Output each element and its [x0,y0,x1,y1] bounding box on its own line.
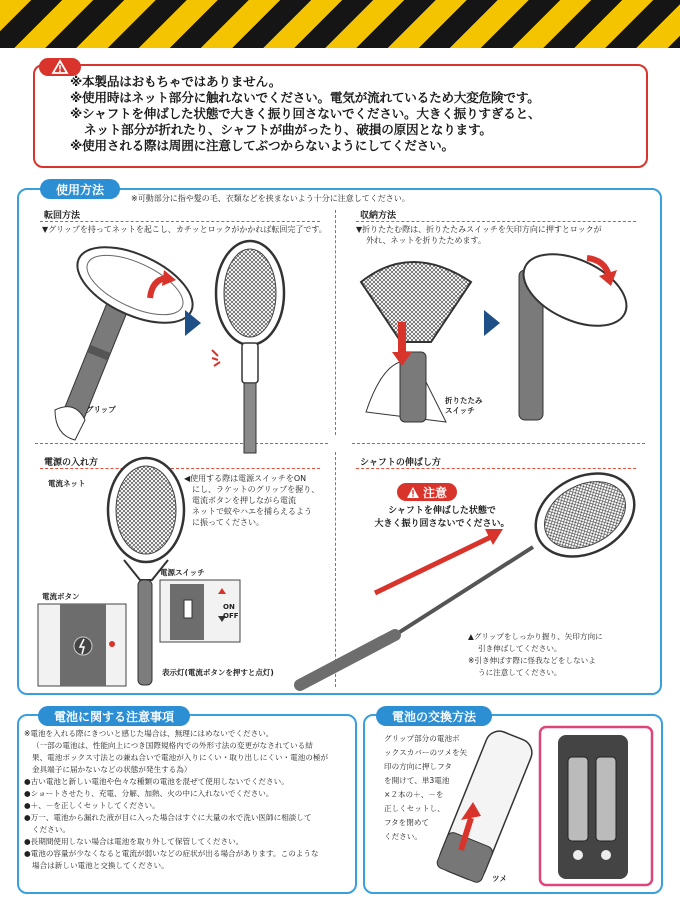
battery-replace-line: ください。 [384,832,422,841]
extend-description-line: うに注意してください。 [478,668,562,677]
warning-line: ※シャフトを伸ばした状態で大きく振り回さないでください。大きく振りすぎると、 [70,106,541,121]
battery-note-line: 場合は新しい電池と交換してください。 [32,861,169,870]
tab-label: ツメ [492,874,507,883]
next-step-arrow-icon [484,310,500,336]
battery-note-line: ●＋、－を正しくセットしてください。 [24,801,160,810]
battery-note-line: ※電池を入れる際にきついと感じた場合は、無理にはめないでください。 [24,729,274,738]
battery-note-line: ください。 [32,825,70,834]
extend-heading: シャフトの伸ばし方 [356,455,636,469]
battery-replace-line: を開けて、単3電池 [384,776,450,785]
battery-replace-line: ×２本の＋、－を [384,790,444,799]
battery-note-line: ●ショートさせたり、充電、分解、加熱、火の中に入れないでください。 [24,789,274,798]
battery-note-line: ●電池の容量が少なくなると電流が弱いなどの症状が出る場合があります。このような [24,849,319,858]
store-heading: 収納方法 [356,208,636,222]
current-net-label: 電流ネット [48,479,86,488]
usage-note: ※可動部分に指や髪の毛、衣類などを挟まないよう十分に注意してください。 [131,194,410,203]
warning-line: ネット部分が折れたり、シャフトが曲がったり、破損の原因となります。 [84,122,492,137]
store-description-line: ▼折りたたむ際は、折りたたみスイッチを矢印方向に押すとロックが [356,225,602,234]
battery-notes-title: 電池に関する注意事項 [38,706,190,726]
battery-replace-line: フタを閉めて [384,818,430,827]
fold-switch-label [445,396,483,416]
battery-note-line: ●長期間使用しない場合は電池を取り外して保管してください。 [24,837,244,846]
click-lock-icon [210,348,230,368]
current-button-label: 電流ボタン [42,592,80,601]
power-description-line: ネットで蚊やハエを捕らえるよう [192,507,312,516]
battery-note-line: 果、電池ボックス寸法との兼ね合いで電池が入りにくい・取り出しにくい・電池の極が [32,753,329,762]
power-description-line: にし、ラケットのグリップを握り、 [192,485,320,494]
battery-compartment-closeup [540,727,652,885]
store-folded-racket-illustration [505,240,635,430]
grip-label: グリップ [86,405,116,414]
battery-replace-line: 印の方向に押しフタ [384,762,452,771]
power-description-line: 電流ボタンを押しながら電流 [192,496,296,505]
next-step-arrow-icon [185,310,201,336]
on-off-labels [223,603,239,621]
rotate-heading: 転回方法 [40,208,320,222]
usage-title: 使用方法 [40,179,120,199]
caution-line: シャフトを伸ばした状態で [388,506,496,516]
battery-replace-line: 正しくセットし、 [384,804,445,813]
battery-replace-title: 電池の交換方法 [376,706,492,726]
caution-line: 大きく振り回さないでください。 [374,519,510,529]
battery-note-line: ●万一、電池から漏れた液が目に入った場合はすぐに大量の水で洗い医師に相談して [24,813,312,822]
power-description-line: に振ってください。 [192,518,264,527]
power-switch-label: 電源スイッチ [160,568,205,577]
battery-note-line: 金具端子に届かないなどの状態が発生する為） [32,765,192,774]
battery-notes-list [24,728,354,872]
hazard-stripe-banner [0,0,680,48]
warning-line: ※使用時はネット部分に触れないでください。電気が流れているため大変危険です。 [70,90,540,105]
warning-line: ※使用される際は周囲に注意してぶつからないようにしてください。 [70,138,454,153]
fold-switch-label-line: 折りたたみ [445,396,483,405]
warning-text [70,74,640,154]
indicator-lamp-label: 表示灯(電流ボタンを押すと点灯) [162,668,274,677]
battery-grip-illustration [425,722,545,882]
battery-note-line: （一部の電池は、性能向上につき国際規格内での外形寸法の変更がなされている結 [32,741,313,750]
warning-triangle-icon [52,60,68,74]
power-heading: 電源の入れ方 [40,455,320,469]
off-label: OFF [223,612,239,620]
caution-badge-text: 注意 [423,485,448,500]
store-description-line: 外れ、ネットを折りたためます。 [366,236,486,245]
current-button-closeup [38,604,126,686]
divider-horizontal-right [352,443,645,444]
on-label: ON [223,603,235,611]
warning-line: ※本製品はおもちゃではありません。 [70,74,282,89]
rotate-arrow-icon [142,268,182,308]
divider-vertical-top [335,210,336,435]
extend-description [468,631,603,679]
battery-replace-line: ックスカバーのツメを矢 [384,748,468,757]
battery-note-line: ●古い電池と新しい電池や色々な種類の電池を混ぜて使用しないでください。 [24,777,289,786]
extend-description-line: ※引き伸ばす際に怪我などをしないよ [468,656,596,665]
battery-replace-line: グリップ部分の電池ボ [384,734,460,743]
extend-description-line: ▲グリップをしっかり握り、矢印方向に [468,632,603,641]
fold-switch-label-line: スイッチ [445,406,475,415]
power-description-line: ◀使用する際は電源スイッチをON [184,474,307,483]
rotate-description: ▼グリップを持ってネットを起こし、カチッとロックがかかれば転回完了です。 [42,225,327,234]
extend-description-line: 引き伸ばしてください。 [478,644,562,653]
